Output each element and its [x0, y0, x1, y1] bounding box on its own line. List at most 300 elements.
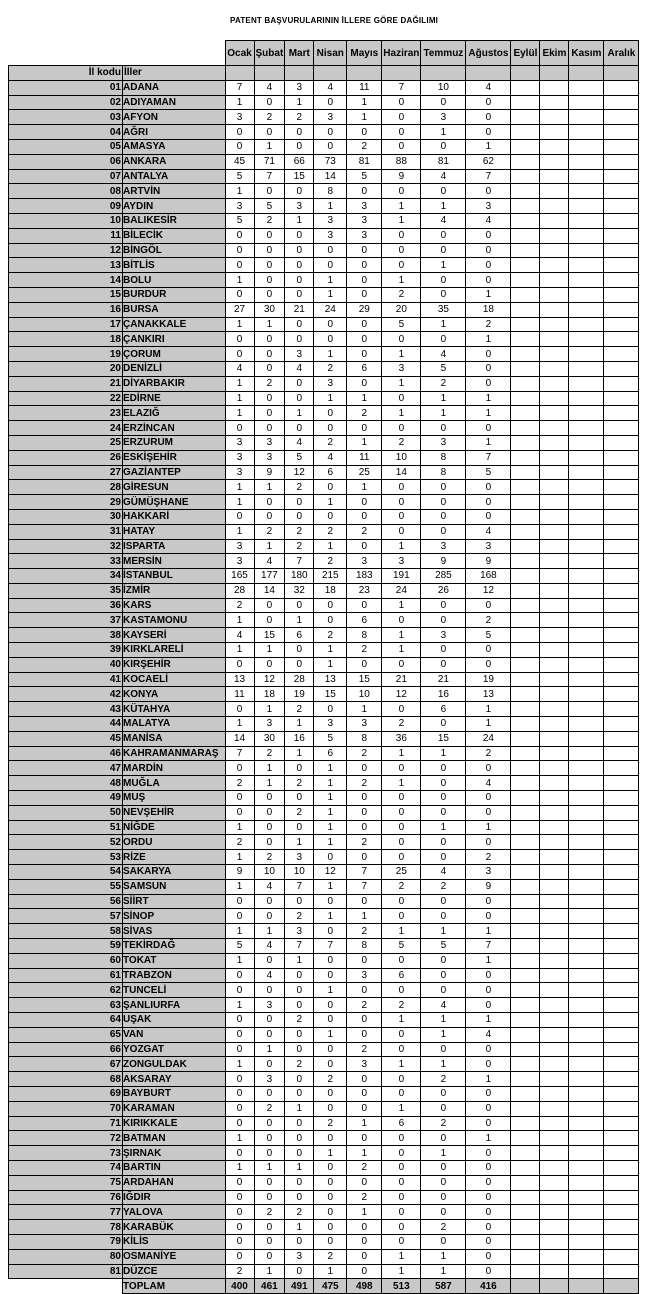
value-cell — [604, 199, 639, 214]
value-cell: 1 — [421, 258, 466, 273]
province-name: EDİRNE — [123, 391, 226, 406]
value-cell — [540, 643, 569, 658]
value-cell — [540, 465, 569, 480]
province-code: 41 — [9, 672, 123, 687]
value-cell — [540, 80, 569, 95]
value-cell: 0 — [225, 421, 254, 436]
value-cell: 0 — [285, 421, 314, 436]
value-cell: 0 — [225, 1234, 254, 1249]
value-cell: 3 — [314, 376, 347, 391]
value-cell: 4 — [421, 347, 466, 362]
total-label: TOPLAM — [123, 1279, 226, 1294]
value-cell — [569, 820, 604, 835]
value-cell: 0 — [285, 509, 314, 524]
value-cell: 5 — [421, 361, 466, 376]
value-cell: 1 — [314, 1264, 347, 1279]
province-name: NİĞDE — [123, 820, 226, 835]
table-row — [9, 1234, 639, 1249]
value-cell — [569, 968, 604, 983]
table-row — [9, 1101, 639, 1116]
value-cell — [569, 569, 604, 584]
value-cell — [569, 317, 604, 332]
value-cell: 0 — [421, 509, 466, 524]
province-code: 36 — [9, 598, 123, 613]
value-cell: 0 — [466, 480, 511, 495]
value-cell — [569, 450, 604, 465]
value-cell: 5 — [421, 939, 466, 954]
value-cell: 1 — [314, 347, 347, 362]
value-cell: 0 — [466, 376, 511, 391]
province-name: AMASYA — [123, 139, 226, 154]
value-cell: 0 — [314, 968, 347, 983]
province-code: 09 — [9, 199, 123, 214]
value-cell: 1 — [347, 909, 382, 924]
province-code: 53 — [9, 850, 123, 865]
value-cell — [511, 939, 540, 954]
value-cell — [569, 894, 604, 909]
province-code: 05 — [9, 139, 123, 154]
value-cell — [569, 332, 604, 347]
value-cell — [511, 1101, 540, 1116]
value-cell: 5 — [347, 169, 382, 184]
value-cell — [569, 376, 604, 391]
value-cell: 0 — [314, 1101, 347, 1116]
value-cell: 2 — [382, 287, 421, 302]
value-cell — [604, 169, 639, 184]
province-name: BALIKESİR — [123, 213, 226, 228]
province-name: SAMSUN — [123, 879, 226, 894]
value-cell: 2 — [347, 835, 382, 850]
table-row — [9, 509, 639, 524]
value-cell: 0 — [347, 791, 382, 806]
value-cell: 0 — [382, 983, 421, 998]
value-cell: 0 — [285, 1116, 314, 1131]
value-cell: 0 — [382, 850, 421, 865]
value-cell: 4 — [225, 628, 254, 643]
value-cell — [540, 495, 569, 510]
value-cell: 3 — [347, 554, 382, 569]
value-cell — [511, 154, 540, 169]
total-cell: 498 — [347, 1279, 382, 1294]
value-cell: 0 — [254, 228, 285, 243]
value-cell — [540, 731, 569, 746]
table-row — [9, 909, 639, 924]
table-row — [9, 361, 639, 376]
value-cell: 12 — [285, 465, 314, 480]
value-cell: 0 — [254, 1086, 285, 1101]
value-cell: 8 — [347, 731, 382, 746]
value-cell: 0 — [466, 1264, 511, 1279]
province-code: 74 — [9, 1160, 123, 1175]
table-row — [9, 850, 639, 865]
value-cell: 0 — [466, 1160, 511, 1175]
table-row — [9, 1131, 639, 1146]
value-cell: 1 — [347, 391, 382, 406]
province-code: 21 — [9, 376, 123, 391]
value-cell: 23 — [347, 583, 382, 598]
value-cell: 0 — [382, 258, 421, 273]
value-cell — [540, 702, 569, 717]
province-name: ELAZIĞ — [123, 406, 226, 421]
value-cell: 3 — [225, 435, 254, 450]
value-cell: 0 — [382, 1234, 421, 1249]
value-cell — [604, 983, 639, 998]
value-cell: 0 — [347, 1072, 382, 1087]
province-code: 30 — [9, 509, 123, 524]
province-name: MERSİN — [123, 554, 226, 569]
value-cell: 0 — [285, 273, 314, 288]
value-cell: 0 — [466, 95, 511, 110]
value-cell — [569, 583, 604, 598]
value-cell: 1 — [382, 1057, 421, 1072]
value-cell: 5 — [466, 628, 511, 643]
value-cell — [511, 983, 540, 998]
value-cell: 2 — [347, 776, 382, 791]
value-cell: 66 — [285, 154, 314, 169]
value-cell — [540, 1131, 569, 1146]
value-cell: 4 — [314, 80, 347, 95]
province-code: 77 — [9, 1205, 123, 1220]
province-name: KARABÜK — [123, 1220, 226, 1235]
table-row — [9, 746, 639, 761]
value-cell: 1 — [314, 879, 347, 894]
table-row — [9, 317, 639, 332]
table-row — [9, 613, 639, 628]
value-cell — [511, 968, 540, 983]
value-cell: 0 — [347, 1131, 382, 1146]
value-cell: 285 — [421, 569, 466, 584]
value-cell: 0 — [254, 909, 285, 924]
province-name: ANTALYA — [123, 169, 226, 184]
value-cell: 0 — [314, 243, 347, 258]
value-cell: 0 — [466, 1057, 511, 1072]
value-cell — [604, 1190, 639, 1205]
value-cell: 1 — [347, 1146, 382, 1161]
value-cell — [569, 421, 604, 436]
value-cell: 7 — [382, 80, 421, 95]
value-cell — [511, 95, 540, 110]
province-code: 66 — [9, 1042, 123, 1057]
province-code: 61 — [9, 968, 123, 983]
value-cell: 0 — [466, 421, 511, 436]
province-name: GİRESUN — [123, 480, 226, 495]
value-cell: 11 — [347, 450, 382, 465]
value-cell: 1 — [347, 435, 382, 450]
province-code: 01 — [9, 80, 123, 95]
value-cell: 1 — [314, 657, 347, 672]
column-label-row — [9, 66, 639, 81]
value-cell — [604, 406, 639, 421]
value-cell: 0 — [347, 287, 382, 302]
province-code: 64 — [9, 1013, 123, 1028]
value-cell: 1 — [254, 924, 285, 939]
value-cell: 0 — [466, 1086, 511, 1101]
province-code: 02 — [9, 95, 123, 110]
value-cell — [604, 657, 639, 672]
value-cell — [540, 998, 569, 1013]
value-cell: 32 — [285, 583, 314, 598]
value-cell: 0 — [285, 332, 314, 347]
value-cell — [540, 1205, 569, 1220]
value-cell: 0 — [285, 391, 314, 406]
value-cell — [604, 1101, 639, 1116]
value-cell: 4 — [466, 524, 511, 539]
value-cell — [604, 879, 639, 894]
province-name: MUŞ — [123, 791, 226, 806]
value-cell — [569, 213, 604, 228]
province-name: TOKAT — [123, 953, 226, 968]
value-cell: 0 — [314, 613, 347, 628]
value-cell — [511, 1072, 540, 1087]
value-cell: 2 — [466, 613, 511, 628]
value-cell — [604, 554, 639, 569]
value-cell — [511, 1146, 540, 1161]
province-name: TRABZON — [123, 968, 226, 983]
table-row — [9, 1116, 639, 1131]
value-cell: 2 — [285, 1013, 314, 1028]
value-cell: 0 — [466, 228, 511, 243]
value-cell: 168 — [466, 569, 511, 584]
value-cell — [604, 835, 639, 850]
province-name: ERZURUM — [123, 435, 226, 450]
value-cell: 10 — [254, 865, 285, 880]
value-cell: 0 — [285, 495, 314, 510]
value-cell: 0 — [421, 1086, 466, 1101]
table-row — [9, 1160, 639, 1175]
value-cell: 0 — [254, 406, 285, 421]
value-cell: 191 — [382, 569, 421, 584]
value-cell: 0 — [314, 125, 347, 140]
value-cell: 0 — [421, 1190, 466, 1205]
province-name: ŞIRNAK — [123, 1146, 226, 1161]
province-code: 29 — [9, 495, 123, 510]
value-cell — [604, 376, 639, 391]
value-cell: 0 — [314, 1160, 347, 1175]
value-cell — [540, 1160, 569, 1175]
value-cell: 8 — [421, 465, 466, 480]
value-cell: 0 — [466, 1116, 511, 1131]
value-cell: 2 — [225, 1264, 254, 1279]
province-name: MANİSA — [123, 731, 226, 746]
value-cell: 5 — [285, 450, 314, 465]
value-cell: 0 — [254, 391, 285, 406]
value-cell: 2 — [254, 850, 285, 865]
total-cell: 475 — [314, 1279, 347, 1294]
value-cell: 0 — [285, 983, 314, 998]
value-cell: 1 — [421, 406, 466, 421]
value-cell — [604, 1057, 639, 1072]
value-cell — [511, 731, 540, 746]
table-row — [9, 998, 639, 1013]
table-row — [9, 1146, 639, 1161]
value-cell — [604, 909, 639, 924]
value-cell: 0 — [347, 125, 382, 140]
province-code: 79 — [9, 1234, 123, 1249]
value-cell: 10 — [347, 687, 382, 702]
value-cell — [540, 1027, 569, 1042]
value-cell — [604, 228, 639, 243]
value-cell — [604, 258, 639, 273]
province-code: 25 — [9, 435, 123, 450]
value-cell: 0 — [382, 953, 421, 968]
value-cell: 0 — [466, 968, 511, 983]
value-cell — [540, 1175, 569, 1190]
value-cell: 7 — [254, 169, 285, 184]
value-cell: 0 — [347, 1249, 382, 1264]
value-cell: 0 — [347, 539, 382, 554]
value-cell: 1 — [225, 850, 254, 865]
month-header: Eylül — [511, 41, 540, 66]
value-cell: 25 — [382, 865, 421, 880]
province-name: KIRKLARELİ — [123, 643, 226, 658]
value-cell: 3 — [254, 1072, 285, 1087]
value-cell: 0 — [421, 1175, 466, 1190]
province-name: KIRIKKALE — [123, 1116, 226, 1131]
value-cell: 2 — [285, 702, 314, 717]
value-cell: 1 — [225, 406, 254, 421]
value-cell — [540, 184, 569, 199]
value-cell: 1 — [421, 199, 466, 214]
value-cell: 1 — [285, 1160, 314, 1175]
value-cell: 1 — [347, 1116, 382, 1131]
province-code: 24 — [9, 421, 123, 436]
value-cell: 0 — [254, 332, 285, 347]
value-cell: 2 — [254, 524, 285, 539]
table-row — [9, 391, 639, 406]
value-cell: 1 — [382, 628, 421, 643]
value-cell: 1 — [382, 347, 421, 362]
value-cell: 2 — [314, 435, 347, 450]
value-cell: 1 — [382, 598, 421, 613]
province-name: BARTIN — [123, 1160, 226, 1175]
value-cell — [511, 184, 540, 199]
value-cell: 1 — [254, 1264, 285, 1279]
value-cell: 0 — [382, 1131, 421, 1146]
value-cell: 0 — [421, 243, 466, 258]
month-header-row — [9, 41, 639, 66]
value-cell — [511, 1264, 540, 1279]
table-row — [9, 1013, 639, 1028]
table-row — [9, 154, 639, 169]
table-row — [9, 657, 639, 672]
value-cell: 0 — [466, 243, 511, 258]
value-cell: 7 — [225, 80, 254, 95]
value-cell: 0 — [382, 228, 421, 243]
value-cell: 1 — [314, 1027, 347, 1042]
value-cell: 1 — [382, 924, 421, 939]
value-cell: 3 — [254, 435, 285, 450]
value-cell: 0 — [421, 139, 466, 154]
value-cell: 0 — [285, 287, 314, 302]
table-row — [9, 1205, 639, 1220]
value-cell — [511, 287, 540, 302]
value-cell: 2 — [466, 746, 511, 761]
value-cell: 7 — [466, 450, 511, 465]
month-header: Mayıs — [347, 41, 382, 66]
value-cell — [569, 702, 604, 717]
month-header: Kasım — [569, 41, 604, 66]
value-cell: 45 — [225, 154, 254, 169]
value-cell: 0 — [285, 791, 314, 806]
value-cell: 0 — [466, 1234, 511, 1249]
value-cell: 1 — [254, 139, 285, 154]
value-cell: 0 — [285, 184, 314, 199]
value-cell: 1 — [421, 1264, 466, 1279]
province-name: OSMANİYE — [123, 1249, 226, 1264]
value-cell: 0 — [466, 361, 511, 376]
value-cell — [569, 243, 604, 258]
province-code: 65 — [9, 1027, 123, 1042]
value-cell: 4 — [254, 968, 285, 983]
value-cell: 0 — [347, 1264, 382, 1279]
value-cell: 6 — [347, 361, 382, 376]
value-cell: 0 — [254, 1190, 285, 1205]
value-cell: 0 — [466, 643, 511, 658]
value-cell: 3 — [347, 717, 382, 732]
value-cell: 0 — [347, 184, 382, 199]
value-cell — [540, 539, 569, 554]
value-cell — [569, 169, 604, 184]
value-cell: 0 — [466, 894, 511, 909]
table-row — [9, 643, 639, 658]
value-cell: 0 — [285, 258, 314, 273]
value-cell: 1 — [466, 924, 511, 939]
value-cell: 0 — [314, 258, 347, 273]
value-cell: 9 — [466, 554, 511, 569]
province-name: ERZİNCAN — [123, 421, 226, 436]
value-cell: 1 — [285, 1220, 314, 1235]
value-cell — [511, 554, 540, 569]
table-row — [9, 524, 639, 539]
province-code: 28 — [9, 480, 123, 495]
value-cell: 0 — [347, 1027, 382, 1042]
province-code: 04 — [9, 125, 123, 140]
value-cell — [569, 465, 604, 480]
value-cell: 0 — [225, 1146, 254, 1161]
value-cell: 7 — [285, 939, 314, 954]
value-cell: 1 — [225, 495, 254, 510]
value-cell: 215 — [314, 569, 347, 584]
province-code: 59 — [9, 939, 123, 954]
value-cell: 0 — [314, 1190, 347, 1205]
province-code: 80 — [9, 1249, 123, 1264]
value-cell — [569, 302, 604, 317]
value-cell: 0 — [314, 317, 347, 332]
value-cell: 0 — [421, 1101, 466, 1116]
value-cell: 3 — [285, 1249, 314, 1264]
value-cell: 2 — [254, 213, 285, 228]
table-row — [9, 569, 639, 584]
value-cell: 5 — [382, 317, 421, 332]
value-cell: 0 — [466, 495, 511, 510]
value-cell — [511, 480, 540, 495]
value-cell — [540, 909, 569, 924]
value-cell: 3 — [254, 717, 285, 732]
value-cell: 0 — [254, 1057, 285, 1072]
value-cell: 0 — [382, 657, 421, 672]
value-cell: 0 — [347, 495, 382, 510]
value-cell — [511, 835, 540, 850]
value-cell: 4 — [421, 213, 466, 228]
value-cell: 1 — [382, 643, 421, 658]
province-name: KAHRAMANMARAŞ — [123, 746, 226, 761]
value-cell: 1 — [254, 317, 285, 332]
value-cell: 2 — [314, 1249, 347, 1264]
value-cell: 183 — [347, 569, 382, 584]
value-cell — [511, 169, 540, 184]
value-cell: 0 — [225, 968, 254, 983]
value-cell: 1 — [254, 1042, 285, 1057]
